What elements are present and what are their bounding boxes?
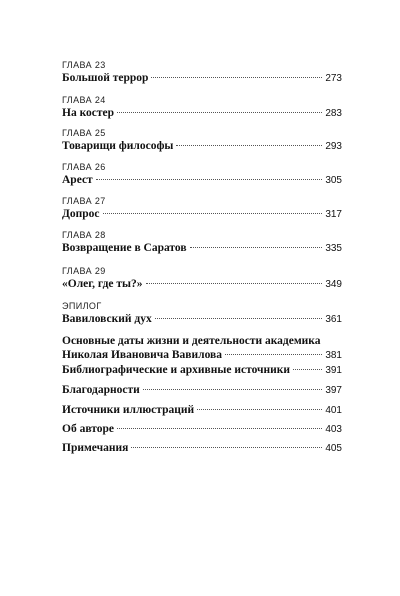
toc-entry-chapter-27	[62, 196, 342, 222]
chapter-label: ГЛАВА 26	[62, 162, 106, 172]
toc-row[interactable]	[62, 312, 342, 327]
page-number: 305	[325, 175, 342, 186]
toc-entry-acknowledgments	[62, 383, 342, 398]
toc-entry-chapter-23	[62, 60, 342, 86]
dot-leader	[293, 369, 322, 370]
page-number: 381	[325, 350, 342, 361]
toc-entry-chapter-29	[62, 266, 342, 292]
entry-title-line-1: Основные даты жизни и деятельности академика	[62, 335, 321, 347]
chapter-title: Возвращение в Саратов	[62, 242, 187, 254]
toc-entry-illustration-sources	[62, 403, 342, 418]
toc-entry-epilogue	[62, 301, 342, 327]
chapter-label: ГЛАВА 23	[62, 60, 106, 70]
entry-title-line-2: Николая Ивановича Вавилова	[62, 349, 223, 361]
toc-entry-about-author	[62, 422, 342, 437]
toc-row[interactable]	[62, 71, 342, 86]
dot-leader	[197, 409, 322, 410]
dot-leader	[117, 112, 322, 113]
entry-title: Благодарности	[62, 384, 140, 396]
page-number: 349	[325, 279, 342, 290]
page-number: 391	[325, 365, 342, 376]
dot-leader	[146, 283, 323, 284]
chapter-title: Товарищи философы	[62, 140, 174, 152]
chapter-title: «Олег, где ты?»	[62, 278, 143, 290]
toc-row[interactable]	[62, 106, 342, 121]
entry-title: Источники иллюстраций	[62, 404, 195, 416]
chapter-label: ГЛАВА 29	[62, 266, 106, 276]
toc-row[interactable]	[62, 422, 342, 437]
dot-leader	[190, 247, 323, 248]
page-number: 335	[325, 243, 342, 254]
toc-entry-notes	[62, 441, 342, 456]
chapter-title: Вавиловский дух	[62, 313, 152, 325]
dot-leader	[155, 318, 323, 319]
chapter-title: Допрос	[62, 208, 100, 220]
dot-leader	[117, 428, 322, 429]
toc-row[interactable]	[62, 207, 342, 222]
entry-title: Об авторе	[62, 423, 114, 435]
toc-entry-chapter-25	[62, 128, 342, 154]
page-number: 397	[325, 385, 342, 396]
page-number: 317	[325, 209, 342, 220]
page-number: 273	[325, 73, 342, 84]
chapter-label: ГЛАВА 24	[62, 95, 106, 105]
dot-leader	[143, 389, 323, 390]
chapter-label: ГЛАВА 25	[62, 128, 106, 138]
chapter-title: На костер	[62, 107, 115, 119]
dot-leader	[151, 77, 322, 78]
toc-entry-chapter-28	[62, 230, 342, 256]
toc-row[interactable]	[62, 139, 342, 154]
toc-entry-chapter-24	[62, 95, 342, 121]
toc-row[interactable]	[62, 383, 342, 398]
entry-title: Библиографические и архивные источники	[62, 364, 291, 376]
toc-entry-chapter-26	[62, 162, 342, 188]
dot-leader	[103, 213, 323, 214]
toc-row[interactable]	[62, 403, 342, 418]
dot-leader	[131, 447, 322, 448]
chapter-label: ЭПИЛОГ	[62, 301, 102, 311]
toc-entry-bibliography	[62, 363, 342, 378]
dot-leader	[225, 354, 322, 355]
toc-row[interactable]	[62, 441, 342, 456]
toc-row[interactable]	[62, 241, 342, 256]
page-number: 405	[325, 443, 342, 454]
dot-leader	[176, 145, 322, 146]
toc-entry-key-dates	[62, 334, 342, 363]
page-number: 401	[325, 405, 342, 416]
toc-row[interactable]	[62, 277, 342, 292]
chapter-title: Большой террор	[62, 72, 149, 84]
page-number: 283	[325, 108, 342, 119]
page-number: 293	[325, 141, 342, 152]
chapter-title: Арест	[62, 174, 93, 186]
page-number: 403	[325, 424, 342, 435]
entry-title: Примечания	[62, 442, 129, 454]
toc-row[interactable]	[62, 173, 342, 188]
toc-row[interactable]	[62, 363, 342, 378]
toc-row[interactable]	[62, 348, 342, 363]
dot-leader	[96, 179, 323, 180]
chapter-label: ГЛАВА 27	[62, 196, 106, 206]
page-number: 361	[325, 314, 342, 325]
chapter-label: ГЛАВА 28	[62, 230, 106, 240]
